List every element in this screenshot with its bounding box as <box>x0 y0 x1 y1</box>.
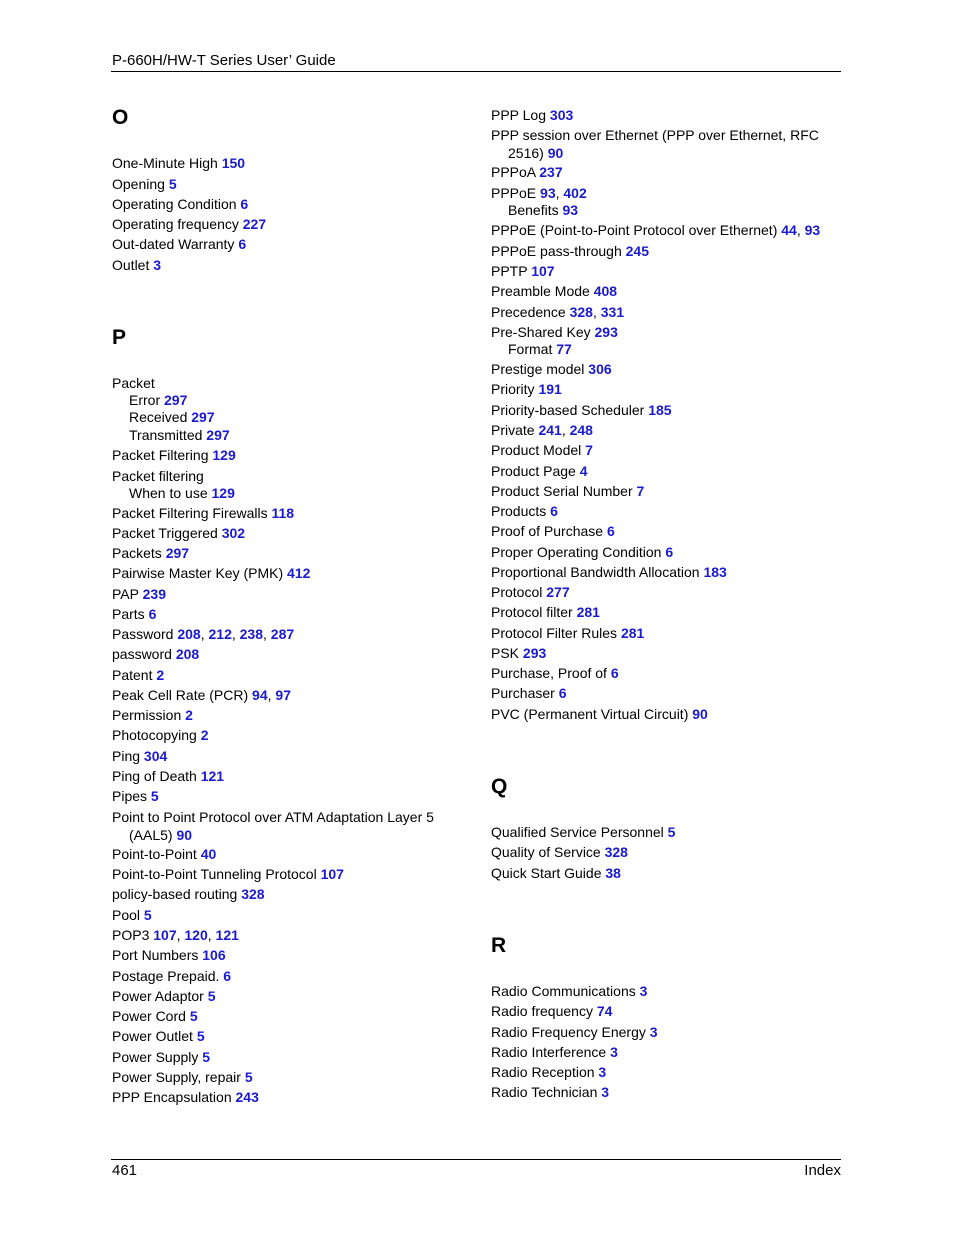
index-entry <box>491 283 831 301</box>
index-entry <box>112 907 452 925</box>
page-reference-link[interactable]: 248 <box>569 422 593 438</box>
index-entry-term: PPP Encapsulation <box>112 1089 232 1105</box>
index-section-letter: R <box>491 934 507 957</box>
page-reference-link[interactable]: 129 <box>211 485 235 501</box>
index-entry-term: Private <box>491 422 535 438</box>
page-reference-link[interactable]: 3 <box>153 257 162 273</box>
index-entry-term: Ping <box>112 748 141 764</box>
page-reference-link[interactable]: 107 <box>153 927 177 943</box>
index-subentry <box>491 341 848 359</box>
index-entry <box>112 788 452 806</box>
index-entry <box>112 155 452 173</box>
page-reference-link[interactable]: 2 <box>156 667 165 683</box>
index-entry <box>112 468 452 486</box>
index-entry <box>112 947 452 965</box>
page-reference-link[interactable]: 90 <box>547 144 564 161</box>
page-reference-link[interactable]: 3 <box>649 1024 658 1040</box>
index-entry-term: Operating Condition <box>112 196 237 212</box>
index-entry <box>491 361 831 379</box>
index-entry <box>491 1064 831 1082</box>
index-entry <box>112 586 452 604</box>
index-entry <box>112 968 452 986</box>
index-entry-term: Pairwise Master Key (PMK) <box>112 565 284 581</box>
index-entry-term: Power Outlet <box>112 1028 193 1044</box>
index-section-letter: P <box>112 326 127 349</box>
index-entry-term: PPPoE pass-through <box>491 243 622 259</box>
index-entry-term: Point-to-Point <box>112 846 197 862</box>
page-reference-link[interactable]: 5 <box>196 1028 205 1044</box>
index-entry-term: Product Page <box>491 463 576 479</box>
index-entry <box>491 983 831 1001</box>
index-entry <box>112 1069 452 1087</box>
index-entry <box>112 646 452 664</box>
index-entry-term: Radio Technician <box>491 1084 598 1100</box>
index-entry-term: Error <box>129 392 161 408</box>
index-subentry <box>491 202 848 220</box>
index-entry <box>491 1003 831 1021</box>
index-entry: PPPoE 93, 402 <box>491 185 587 201</box>
page-reference-link[interactable]: 120 <box>184 927 208 943</box>
index-entry <box>112 707 452 725</box>
index-entry <box>112 565 452 583</box>
index-entry-term: Photocopying <box>112 727 197 743</box>
page-reference-link[interactable]: 6 <box>223 968 232 984</box>
index-entry-term: Product Serial Number <box>491 483 633 499</box>
index-entry-term: Format <box>508 341 553 357</box>
index-entry-term: Power Cord <box>112 1008 186 1024</box>
index-entry <box>491 483 831 501</box>
index-entry-term: Products <box>491 503 547 519</box>
index-entry-term: Proper Operating Condition <box>491 544 662 560</box>
index-entry <box>491 544 831 562</box>
index-entry <box>112 667 452 685</box>
page-reference-link[interactable]: 6 <box>238 236 247 252</box>
page-reference-link[interactable]: 328 <box>241 886 265 902</box>
index-entry-term: Purchase, Proof of <box>491 665 607 681</box>
index-entry-term: Parts <box>112 606 145 622</box>
index-section-letter: Q <box>491 775 508 798</box>
index-entry <box>112 505 452 523</box>
page-reference-link[interactable]: 328 <box>569 304 593 320</box>
index-entry <box>491 1024 831 1042</box>
page-reference-link[interactable]: 6 <box>558 685 567 701</box>
index-entry-term: Opening <box>112 176 165 192</box>
index-entry-term: password <box>112 646 172 662</box>
page-reference-link[interactable]: 227 <box>242 216 267 232</box>
index-entry <box>112 1008 452 1026</box>
index-entry-term: Point-to-Point Tunneling Protocol <box>112 866 317 882</box>
index-entry-term: Password <box>112 626 174 642</box>
index-entry-term: Protocol Filter Rules <box>491 625 618 641</box>
index-entry <box>112 375 452 393</box>
index-entry <box>491 665 831 683</box>
index-subentry <box>112 392 469 410</box>
page-reference-link[interactable]: 281 <box>576 604 600 620</box>
index-entry-term: Radio Interference <box>491 1044 607 1060</box>
index-entry-term: Radio Frequency Energy <box>491 1024 646 1040</box>
index-entry <box>112 176 452 194</box>
page-reference-link[interactable]: 239 <box>142 586 166 602</box>
page-reference-link[interactable]: 6 <box>610 665 619 681</box>
page-reference-link[interactable]: 5 <box>189 1008 198 1024</box>
section-name: Index <box>804 1162 841 1179</box>
index-entry <box>491 824 831 842</box>
index-entry-term: Postage Prepaid. <box>112 968 220 984</box>
page-reference-link[interactable]: 6 <box>665 544 674 560</box>
page-reference-link[interactable]: 40 <box>200 846 217 862</box>
page-reference-link[interactable]: 6 <box>550 503 558 519</box>
index-entry <box>491 564 831 582</box>
index-entry-term: Preamble Mode <box>491 283 590 299</box>
page-reference-link[interactable]: 44 <box>781 222 797 238</box>
index-entry <box>112 886 452 904</box>
index-entry-term: POP3 <box>112 927 150 943</box>
page-reference-link[interactable]: 129 <box>212 447 236 463</box>
page-reference-link[interactable]: 6 <box>148 606 157 622</box>
index-entry <box>112 768 452 786</box>
page-reference-link[interactable]: 107 <box>320 866 344 882</box>
index-entry-term: PPP session over Ethernet (PPP over Ethernet, RFC <box>491 127 819 143</box>
page-reference-link[interactable]: 238 <box>239 626 263 642</box>
index-entry-term: Radio frequency <box>491 1003 593 1019</box>
index-subentry <box>112 485 469 503</box>
index-entry <box>491 523 831 541</box>
index-entry <box>112 1028 452 1046</box>
index-entry <box>491 442 831 460</box>
page-reference-link[interactable]: 121 <box>215 927 239 943</box>
page-reference-link[interactable]: 93 <box>540 185 556 201</box>
page-reference-link[interactable]: 5 <box>667 824 676 840</box>
page-reference-link[interactable]: 208 <box>177 626 201 642</box>
index-entry: Peak Cell Rate (PCR) 94, 97 <box>112 687 291 703</box>
page-reference-link[interactable]: 2 <box>200 727 209 743</box>
page-reference-link[interactable]: 93 <box>562 202 579 218</box>
page-reference-link[interactable]: 304 <box>143 748 168 764</box>
index-entry: Password 208, 212, 238, 287 <box>112 626 295 642</box>
index-entry <box>491 381 831 399</box>
page-reference-link[interactable]: 97 <box>275 687 291 703</box>
index-entry-term: Packet <box>112 375 155 391</box>
index-entry <box>491 164 831 182</box>
page-reference-link[interactable]: 328 <box>604 844 628 860</box>
index-entry-term: Precedence <box>491 304 566 320</box>
page-reference-link[interactable]: 297 <box>206 427 230 443</box>
page-reference-link[interactable]: 185 <box>648 402 672 418</box>
index-entry-term: Received <box>129 409 188 425</box>
page-reference-link[interactable]: 7 <box>636 483 645 499</box>
page-reference-link[interactable]: 2 <box>185 707 193 723</box>
index-entry: PPPoE (Point-to-Point Protocol over Ethernet) 44, 93 <box>491 222 821 238</box>
page-reference-link[interactable]: 77 <box>556 341 572 357</box>
page-reference-link[interactable]: 5 <box>244 1069 253 1085</box>
index-entry-term: Point to Point Protocol over ATM Adaptation Layer 5 <box>112 809 434 825</box>
page-reference-link[interactable]: 277 <box>546 584 570 600</box>
page-reference-link[interactable]: 302 <box>221 525 246 541</box>
page-reference-link[interactable]: 150 <box>221 155 246 171</box>
index-entry <box>491 844 831 862</box>
index-entry <box>491 706 831 724</box>
index-entry-term: Prestige model <box>491 361 585 377</box>
index-entry-term-continued: 2516) 90 <box>508 144 564 161</box>
index-entry-term: Benefits <box>508 202 559 218</box>
page-reference-link[interactable]: 245 <box>625 243 649 259</box>
page-reference-link[interactable]: 106 <box>202 947 226 963</box>
index-entry <box>491 463 831 481</box>
index-entry-term: PPPoE <box>491 185 537 201</box>
index-entry-term: Power Supply <box>112 1049 199 1065</box>
index-entry-term: Permission <box>112 707 182 723</box>
page-reference-link[interactable]: 281 <box>620 625 645 641</box>
page-reference-link[interactable]: 412 <box>287 565 311 581</box>
index-entry-term: PPPoA <box>491 164 536 180</box>
index-entry <box>491 685 831 703</box>
footer-rule <box>111 1159 841 1160</box>
index-entry-term: When to use <box>129 485 208 501</box>
index-entry <box>491 865 831 883</box>
index-entry <box>112 236 452 254</box>
page-reference-link[interactable]: 5 <box>202 1049 211 1065</box>
page-reference-link[interactable]: 7 <box>585 442 593 458</box>
page-number: 461 <box>112 1162 138 1179</box>
page-reference-link[interactable]: 93 <box>804 222 821 238</box>
index-entry <box>112 525 452 543</box>
page-reference-link[interactable]: 287 <box>270 626 295 642</box>
index-entry <box>112 748 452 766</box>
index-entry <box>112 846 452 864</box>
page-reference-link[interactable]: 90 <box>176 826 193 843</box>
page-reference-link[interactable]: 208 <box>175 646 200 662</box>
page-reference-link[interactable]: 237 <box>539 164 563 180</box>
page-reference-link[interactable]: 293 <box>522 645 547 661</box>
index-entry-term: Packet Filtering Firewalls <box>112 505 268 521</box>
page-reference-link[interactable]: 402 <box>563 185 587 201</box>
index-entry-term: Qualified Service Personnel <box>491 824 664 840</box>
index-entry-term: Pool <box>112 907 141 923</box>
page-reference-link[interactable]: 118 <box>271 505 295 521</box>
index-entry-term: PPTP <box>491 263 528 279</box>
index-entry-term: PAP <box>112 586 139 602</box>
page-reference-link[interactable]: 5 <box>143 907 152 923</box>
index-entry <box>491 645 831 663</box>
index-entry-term: Transmitted <box>129 427 203 443</box>
index-entry <box>112 545 452 563</box>
index-entry-term: PPPoE (Point-to-Point Protocol over Ethernet) <box>491 222 778 238</box>
index-entry-term: Priority <box>491 381 535 397</box>
page-reference-link[interactable]: 243 <box>235 1089 259 1105</box>
index-entry <box>491 503 831 521</box>
header-rule <box>111 71 841 72</box>
index-entry <box>491 127 831 162</box>
index-entry <box>491 1084 831 1102</box>
page-reference-link[interactable]: 183 <box>703 564 727 580</box>
index-entry-term: Operating frequency <box>112 216 239 232</box>
index-entry-term: Pipes <box>112 788 148 804</box>
index-entry-term: Radio Reception <box>491 1064 595 1080</box>
index-entry-term: Quality of Service <box>491 844 601 860</box>
page-reference-link[interactable]: 297 <box>191 409 215 425</box>
page-reference-link[interactable]: 6 <box>606 523 615 539</box>
page-reference-link[interactable]: 90 <box>692 706 708 722</box>
index-subentry <box>112 409 469 427</box>
index-entry <box>491 584 831 602</box>
index-entry <box>112 1089 452 1107</box>
index-entry <box>491 107 831 125</box>
index-entry <box>112 216 452 234</box>
index-entry-term: Radio Communications <box>491 983 636 999</box>
page-reference-link[interactable]: 38 <box>605 865 621 881</box>
index-entry-term: Priority-based Scheduler <box>491 402 645 418</box>
page-reference-link[interactable]: 3 <box>601 1084 610 1100</box>
page-reference-link[interactable]: 5 <box>207 988 216 1004</box>
page-reference-link[interactable]: 191 <box>538 381 562 397</box>
index-entry <box>491 604 831 622</box>
index-entry-term: Pre-Shared Key <box>491 324 591 340</box>
page-header-title: P-660H/HW-T Series User’ Guide <box>112 52 336 69</box>
page-reference-link[interactable]: 3 <box>610 1044 618 1060</box>
index-entry-term: Packet filtering <box>112 468 204 484</box>
page-reference-link[interactable]: 4 <box>579 463 588 479</box>
index-entry <box>491 263 831 281</box>
index-entry <box>112 196 452 214</box>
index-entry-term: Outlet <box>112 257 150 273</box>
index-entry <box>112 809 452 844</box>
page-reference-link[interactable]: 306 <box>588 361 612 377</box>
index-entry-term: Patent <box>112 667 153 683</box>
index-entry-term: Proportional Bandwidth Allocation <box>491 564 700 580</box>
index-entry: POP3 107, 120, 121 <box>112 927 239 943</box>
page-reference-link[interactable]: 121 <box>200 768 225 784</box>
index-entry-term: Quick Start Guide <box>491 865 602 881</box>
index-entry-term: Packet Filtering <box>112 447 209 463</box>
index-subentry <box>112 427 469 445</box>
index-entry-term: Purchaser <box>491 685 555 701</box>
page-reference-link[interactable]: 3 <box>639 983 648 999</box>
page-reference-link[interactable]: 74 <box>596 1003 613 1019</box>
index-entry <box>112 866 452 884</box>
index-entry-term-continued: (AAL5) 90 <box>129 826 193 843</box>
page-reference-link[interactable]: 297 <box>165 545 190 561</box>
page-reference-link[interactable]: 303 <box>549 107 574 123</box>
page-reference-link[interactable]: 212 <box>208 626 232 642</box>
index-entry <box>112 1049 452 1067</box>
page-reference-link[interactable]: 297 <box>164 392 188 408</box>
index-entry-term: Packet Triggered <box>112 525 218 541</box>
index-entry <box>112 447 452 465</box>
page-reference-link[interactable]: 293 <box>594 324 618 340</box>
index-entry-term: Port Numbers <box>112 947 199 963</box>
index-entry-term: PVC (Permanent Virtual Circuit) <box>491 706 689 722</box>
index-entry-term: Ping of Death <box>112 768 197 784</box>
page-reference-link[interactable]: 6 <box>240 196 249 212</box>
page-reference-link[interactable]: 5 <box>150 788 159 804</box>
index-entry-term: Packets <box>112 545 162 561</box>
page-reference-link[interactable]: 107 <box>531 263 555 279</box>
index-entry-term: PSK <box>491 645 520 661</box>
index-entry-term: Protocol <box>491 584 543 600</box>
index-entry <box>112 606 452 624</box>
index-entry: Private 241, 248 <box>491 422 593 438</box>
page-reference-link[interactable]: 241 <box>538 422 562 438</box>
index-entry-term: Peak Cell Rate (PCR) <box>112 687 249 703</box>
index-entry-term: Power Supply, repair <box>112 1069 241 1085</box>
index-entry <box>491 625 831 643</box>
page-reference-link[interactable]: 94 <box>252 687 268 703</box>
index-entry-term: Protocol filter <box>491 604 573 620</box>
index-entry-term: Proof of Purchase <box>491 523 604 539</box>
page-reference-link[interactable]: 5 <box>168 176 177 192</box>
index-entry <box>112 257 452 275</box>
index-section-letter: O <box>112 106 129 129</box>
index-entry-term: Out-dated Warranty <box>112 236 235 252</box>
index-entry <box>491 243 831 261</box>
index-entry-term: Power Adaptor <box>112 988 204 1004</box>
index-entry-term: PPP Log <box>491 107 547 123</box>
index-entry <box>112 727 452 745</box>
index-entry <box>491 402 831 420</box>
page-reference-link[interactable]: 408 <box>593 283 618 299</box>
index-entry <box>491 1044 831 1062</box>
page-reference-link[interactable]: 331 <box>600 304 625 320</box>
index-entry-term: policy-based routing <box>112 886 238 902</box>
index-entry <box>112 988 452 1006</box>
index-entry-term: Product Model <box>491 442 582 458</box>
page-reference-link[interactable]: 3 <box>598 1064 607 1080</box>
index-entry <box>491 324 831 342</box>
index-entry: Precedence 328, 331 <box>491 304 625 320</box>
index-entry-term: One-Minute High <box>112 155 218 171</box>
